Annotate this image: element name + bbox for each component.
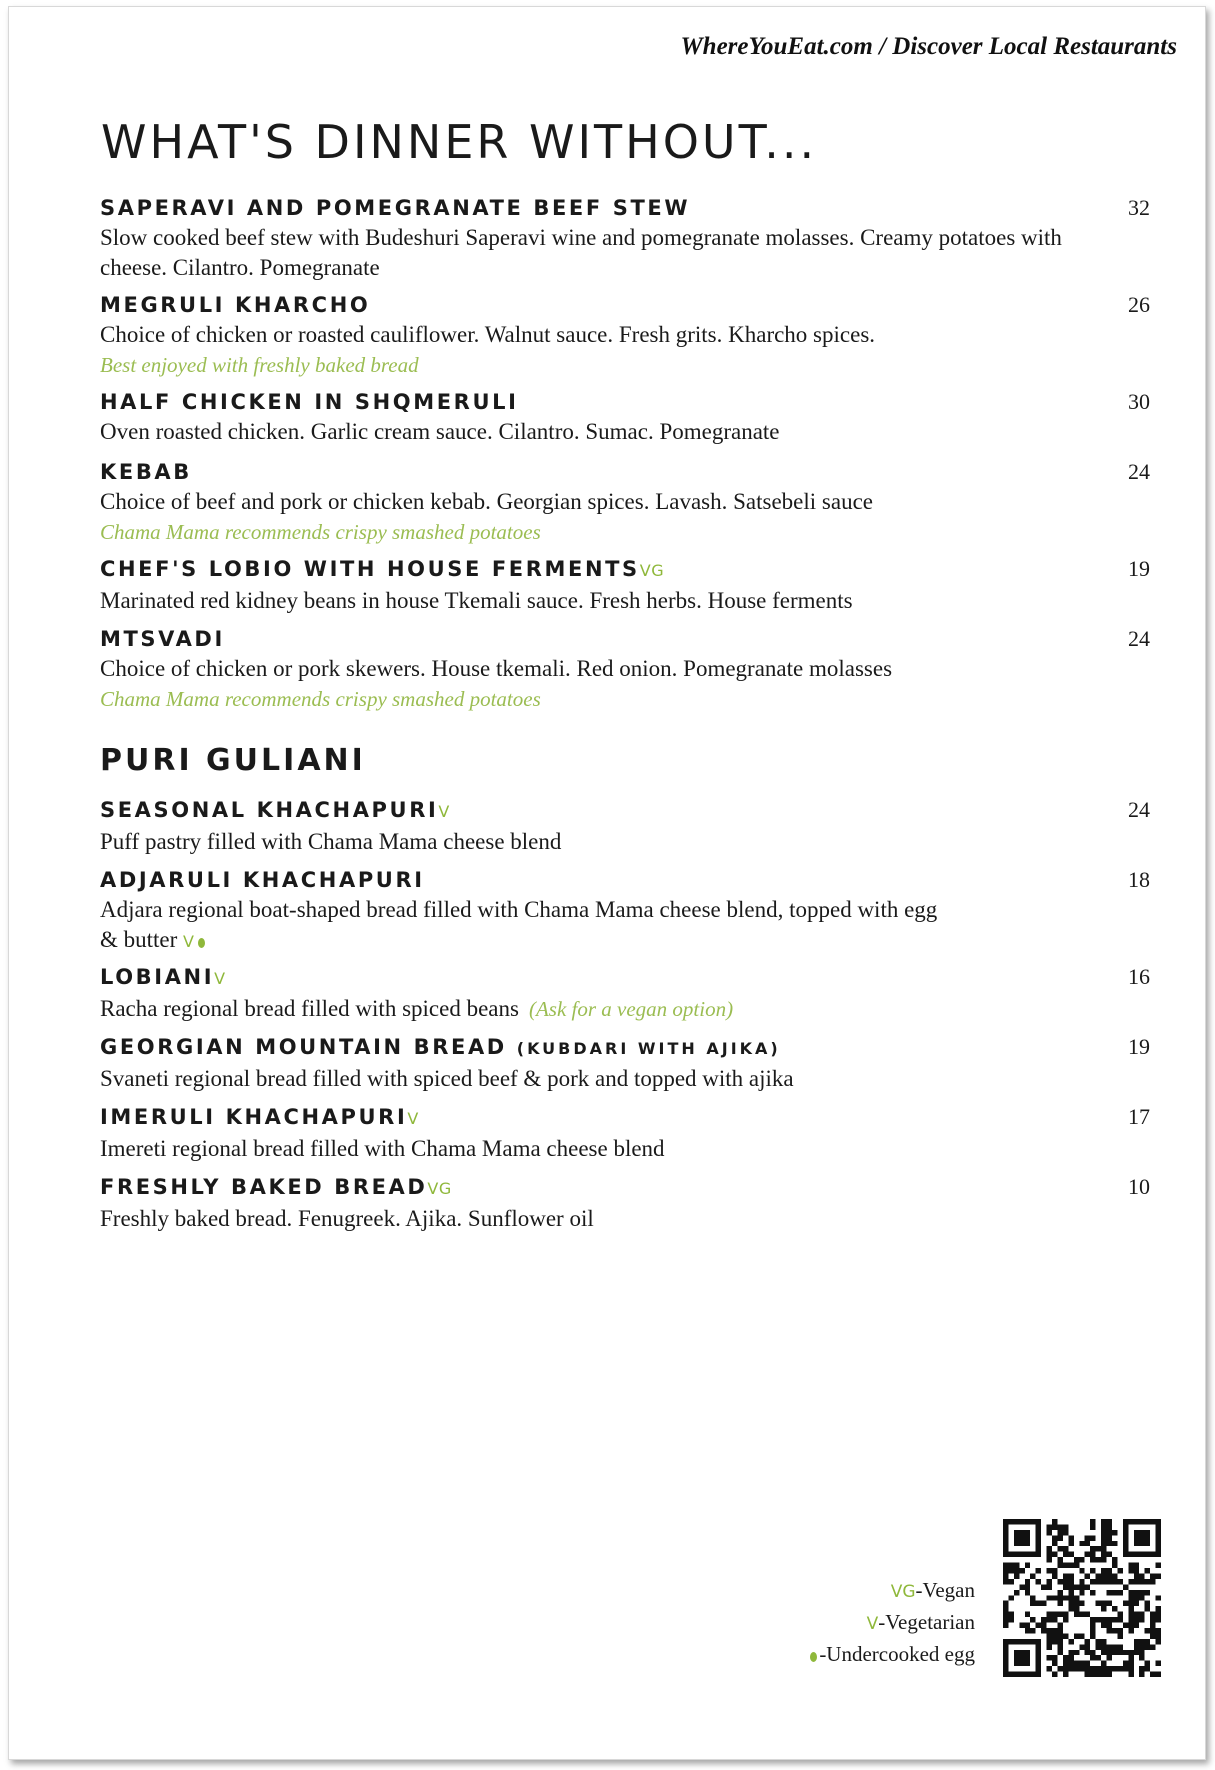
item-description: Imereti regional bread filled with Chama Mama cheese blend bbox=[100, 1136, 665, 1161]
item-description: Choice of chicken or roasted cauliflower. Walnut sauce. Fresh grits. Kharcho spices. bbox=[100, 322, 876, 347]
menu-item-lobiani bbox=[100, 962, 1150, 1024]
item-name: ADJARULI KHACHAPURI bbox=[100, 868, 425, 892]
legend-vegetarian-label: -Vegetarian bbox=[878, 1610, 975, 1634]
item-price: 24 bbox=[1128, 797, 1150, 822]
menu-item-mtsvadi bbox=[100, 624, 1150, 714]
item-description: Oven roasted chicken. Garlic cream sauce. Cilantro. Sumac. Pomegranate bbox=[100, 419, 780, 444]
item-price: 19 bbox=[1128, 556, 1150, 581]
item-price: 19 bbox=[1128, 1034, 1150, 1059]
item-price: 10 bbox=[1128, 1174, 1150, 1199]
menu-item-georgian-mountain-bread bbox=[100, 1032, 1150, 1094]
item-price: 17 bbox=[1128, 1104, 1150, 1129]
item-price: 18 bbox=[1128, 867, 1150, 892]
item-description: Racha regional bread filled with spiced beans (Ask for a vegan option) bbox=[100, 996, 734, 1021]
item-name: SAPERAVI AND POMEGRANATE BEEF STEW bbox=[100, 196, 691, 220]
item-note: Chama Mama recommends crispy smashed potatoes bbox=[100, 520, 541, 544]
legend-egg-label: -Undercooked egg bbox=[819, 1642, 975, 1666]
item-price: 30 bbox=[1128, 389, 1150, 414]
item-note: Best enjoyed with freshly baked bread bbox=[100, 353, 419, 377]
menu-item-chefs-lobio bbox=[100, 554, 1150, 616]
item-name: LOBIANIV bbox=[100, 965, 226, 989]
item-note: Chama Mama recommends crispy smashed potatoes bbox=[100, 687, 541, 711]
vegetarian-symbol: V bbox=[866, 1614, 879, 1634]
item-price: 16 bbox=[1128, 964, 1150, 989]
menu-page bbox=[8, 6, 1206, 1760]
item-description: Slow cooked beef stew with Budeshuri Saperavi wine and pomegranate molasses. Creamy potatoes with cheese. Cilantro. Pomegranate bbox=[100, 225, 1062, 280]
item-name: SEASONAL KHACHAPURIV bbox=[100, 798, 450, 822]
menu-item-adjaruli-khachapuri bbox=[100, 865, 1150, 957]
vegetarian-tag: V bbox=[214, 969, 226, 988]
dietary-legend bbox=[807, 1575, 975, 1669]
item-description: Marinated red kidney beans in house Tkemali sauce. Fresh herbs. House ferments bbox=[100, 588, 853, 613]
item-name: HALF CHICKEN IN SHQMERULI bbox=[100, 390, 519, 414]
menu-item-imeruli-khachapuri bbox=[100, 1102, 1150, 1164]
item-name: FRESHLY BAKED BREADVG bbox=[100, 1175, 452, 1199]
item-price: 24 bbox=[1128, 459, 1150, 484]
item-description: Puff pastry filled with Chama Mama cheese blend bbox=[100, 829, 562, 854]
item-description: Choice of chicken or pork skewers. House tkemali. Red onion. Pomegranate molasses bbox=[100, 656, 893, 681]
menu-item-kebab bbox=[100, 457, 1150, 547]
vegan-symbol: VG bbox=[890, 1582, 916, 1602]
undercooked-egg-icon bbox=[198, 938, 205, 948]
item-description: Choice of beef and pork or chicken kebab. Georgian spices. Lavash. Satsebeli sauce bbox=[100, 489, 873, 514]
item-description: Svaneti regional bread filled with spiced beef & pork and topped with ajika bbox=[100, 1066, 794, 1091]
section-title: PURI GULIANI bbox=[100, 743, 366, 778]
vegetarian-tag: V bbox=[438, 802, 450, 821]
item-price: 26 bbox=[1128, 292, 1150, 317]
item-price: 24 bbox=[1128, 626, 1150, 651]
menu-item-beef-stew bbox=[100, 193, 1150, 283]
legend-vegan-label: -Vegan bbox=[915, 1578, 975, 1602]
item-name: MEGRULI KHARCHO bbox=[100, 293, 371, 317]
menu-item-seasonal-khachapuri bbox=[100, 795, 1150, 857]
site-header[interactable]: WhereYouEat.com / Discover Local Restaurants bbox=[680, 33, 1177, 60]
item-description: Adjara regional boat-shaped bread filled with Chama Mama cheese blend, topped with egg & butter V bbox=[100, 897, 938, 952]
vegan-tag: VG bbox=[639, 561, 665, 580]
vegetarian-tag: V bbox=[407, 1109, 419, 1128]
menu-item-half-chicken bbox=[100, 387, 1150, 447]
qr-code-icon[interactable] bbox=[1003, 1519, 1161, 1677]
item-description: Freshly baked bread. Fenugreek. Ajika. Sunflower oil bbox=[100, 1206, 594, 1231]
item-name: MTSVADI bbox=[100, 627, 225, 651]
undercooked-egg-icon bbox=[810, 1652, 817, 1662]
item-name: GEORGIAN MOUNTAIN BREAD (KUBDARI WITH AJIKA) bbox=[100, 1035, 781, 1059]
legend-vegan bbox=[807, 1575, 975, 1607]
item-subtitle: (KUBDARI WITH AJIKA) bbox=[516, 1039, 781, 1058]
main-title: WHAT'S DINNER WITHOUT... bbox=[101, 115, 818, 169]
item-note: (Ask for a vegan option) bbox=[528, 997, 734, 1021]
item-price: 32 bbox=[1128, 195, 1150, 220]
vegetarian-tag: V bbox=[183, 932, 195, 951]
legend-vegetarian bbox=[807, 1607, 975, 1639]
item-name: IMERULI KHACHAPURIV bbox=[100, 1105, 419, 1129]
menu-item-megruli-kharcho bbox=[100, 290, 1150, 380]
item-name: CHEF'S LOBIO WITH HOUSE FERMENTSVG bbox=[100, 557, 665, 581]
vegan-tag: VG bbox=[427, 1179, 452, 1198]
item-name: KEBAB bbox=[100, 460, 192, 484]
menu-item-freshly-baked-bread bbox=[100, 1172, 1150, 1234]
legend-egg bbox=[807, 1639, 975, 1669]
